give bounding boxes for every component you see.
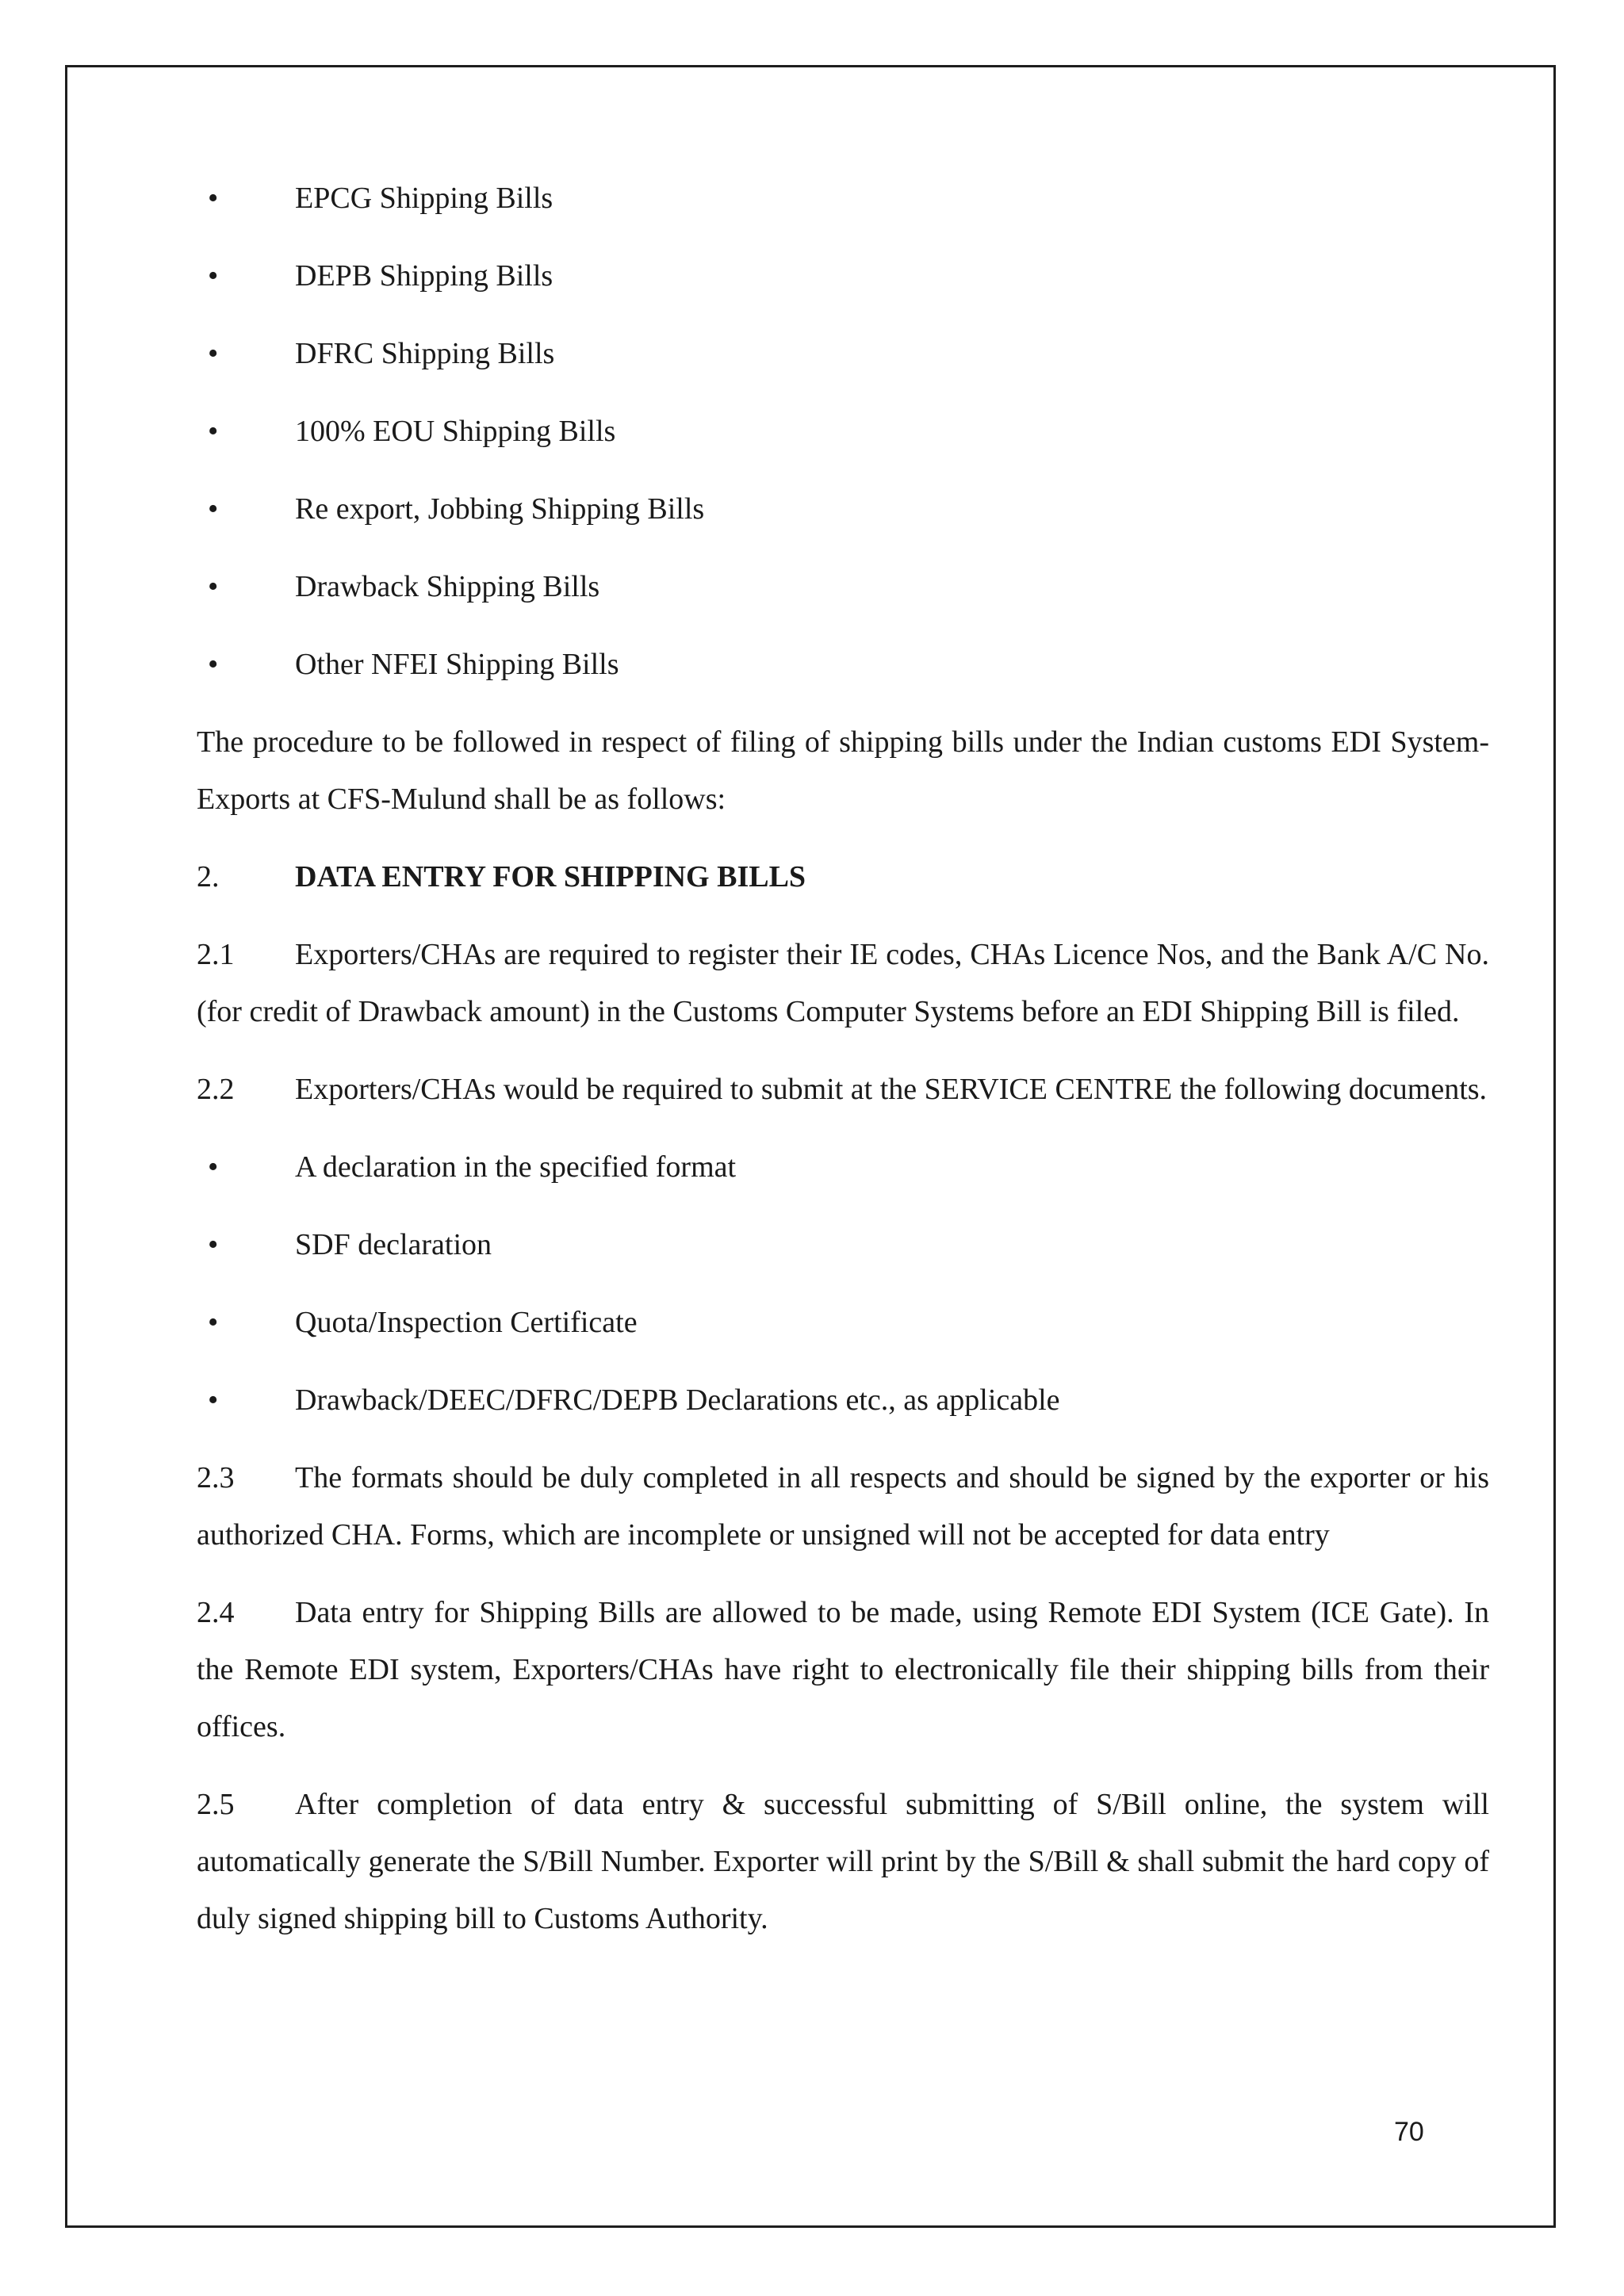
paragraph-text: Exporters/CHAs would be required to submit at the SERVICE CENTRE the following documents. — [295, 1073, 1488, 1106]
paragraph-number: 2.4 — [197, 1596, 235, 1629]
shipping-bill-types-list — [197, 170, 1489, 693]
bullet-icon: • — [208, 182, 219, 215]
list-item: • Re export, Jobbing Shipping Bills — [197, 480, 1489, 538]
paragraph-text: Data entry for Shipping Bills are allowed to be made, using Remote EDI System (ICE Gate). In the Remote EDI system, Exporters/CHAs have right to electronically file their shipping bills from their offices. — [197, 1596, 1489, 1743]
paragraph-2-3 — [197, 1449, 1489, 1563]
list-item: • SDF declaration — [197, 1216, 1489, 1273]
page-number: 70 — [1394, 2117, 1424, 2147]
list-item: • 100% EOU Shipping Bills — [197, 403, 1489, 460]
section-heading — [197, 848, 1489, 905]
paragraph-number: 2.2 — [197, 1073, 235, 1106]
paragraph-number: 2.3 — [197, 1461, 235, 1494]
list-item: • Other NFEI Shipping Bills — [197, 636, 1489, 693]
paragraph-number: 2.1 — [197, 938, 235, 971]
bullet-icon: • — [208, 1306, 219, 1339]
paragraph-text: After completion of data entry & successful submitting of S/Bill online, the system will automatically generate the S/Bill Number. Exporter will print by the S/Bill & shall submit the hard copy of duly signed shipping bill to Customs Authority. — [197, 1788, 1489, 1935]
paragraph-text: Exporters/CHAs are required to register their IE codes, CHAs Licence Nos, and the Bank A/C No. (for credit of Drawback amount) in the Customs Computer Systems before an EDI Shipping Bill is filed. — [197, 938, 1489, 1028]
bullet-icon: • — [208, 259, 219, 293]
paragraph-2-4 — [197, 1584, 1489, 1755]
list-item: • DEPB Shipping Bills — [197, 247, 1489, 304]
list-item: • A declaration in the specified format — [197, 1138, 1489, 1196]
bullet-icon: • — [208, 570, 219, 603]
paragraph-2-1 — [197, 926, 1489, 1040]
bullet-icon: • — [208, 1150, 219, 1184]
paragraph-text: The formats should be duly completed in all respects and should be signed by the exporter or his authorized CHA. Forms, which are incomplete or unsigned will not be accepted for data entry — [197, 1461, 1489, 1552]
list-item: • DFRC Shipping Bills — [197, 325, 1489, 382]
list-item: • Drawback Shipping Bills — [197, 558, 1489, 615]
bullet-icon: • — [208, 492, 219, 526]
document-body — [197, 170, 1489, 1968]
paragraph-number: 2.5 — [197, 1788, 235, 1821]
paragraph-2-5 — [197, 1776, 1489, 1947]
bullet-icon: • — [208, 1228, 219, 1261]
bullet-icon: • — [208, 1383, 219, 1417]
bullet-icon: • — [208, 337, 219, 370]
list-item: • EPCG Shipping Bills — [197, 170, 1489, 227]
required-documents-list — [197, 1138, 1489, 1429]
list-item: • Quota/Inspection Certificate — [197, 1294, 1489, 1351]
section-title: DATA ENTRY FOR SHIPPING BILLS — [295, 860, 806, 894]
paragraph-2-2 — [197, 1061, 1489, 1118]
bullet-icon: • — [208, 415, 219, 448]
bullet-icon: • — [208, 648, 219, 681]
section-number: 2. — [197, 860, 220, 894]
list-item: • Drawback/DEEC/DFRC/DEPB Declarations etc., as applicable — [197, 1372, 1489, 1429]
intro-paragraph: The procedure to be followed in respect of filing of shipping bills under the Indian customs EDI System-Exports at CFS-Mulund shall be as follows: — [197, 725, 1489, 816]
